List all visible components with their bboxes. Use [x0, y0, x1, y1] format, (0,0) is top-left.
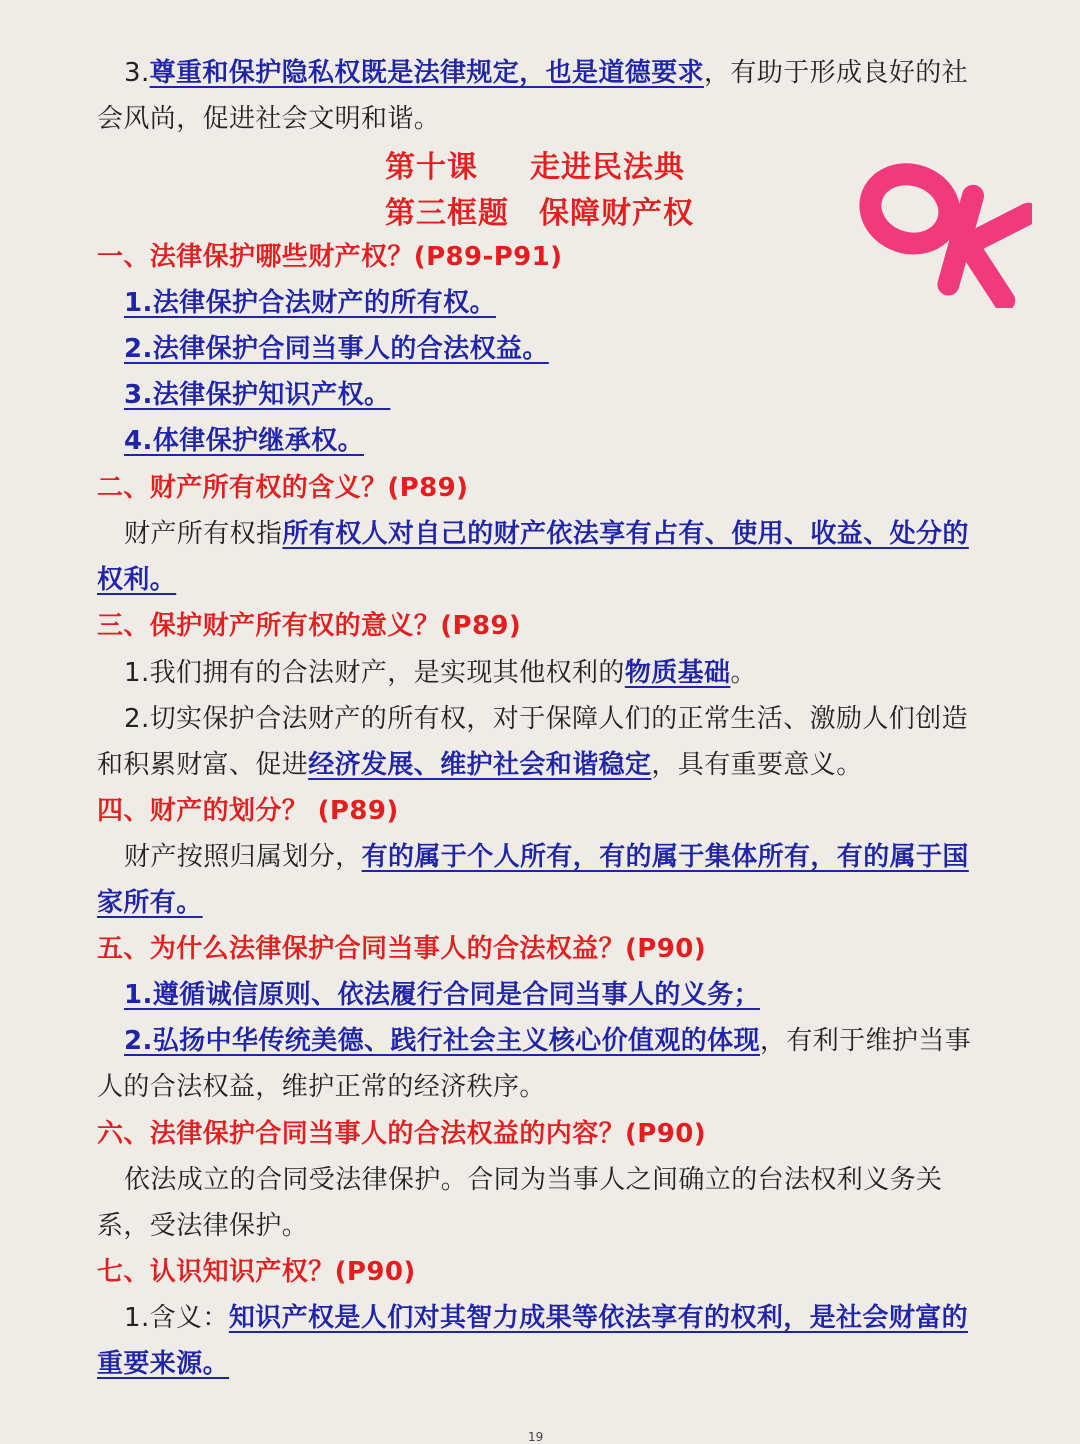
q7-emphasis-end: 重要来源。 — [97, 1349, 230, 1379]
q3-point-2-line-1: 2.切实保护合法财产的所有权，对于保障人们的正常生活、激励人们创造 — [124, 704, 969, 734]
q7-line-1 — [124, 1300, 968, 1336]
q5-item-2-emphasis: 2.弘扬中华传统美德、践行社会主义核心价值观的体现 — [124, 1026, 760, 1056]
q4-heading: 四、财产的划分？ (P89) — [97, 796, 399, 826]
q2-heading: 二、财产所有权的含义？(P89) — [97, 473, 469, 503]
q3-point-1-suffix: 。 — [730, 658, 757, 688]
q1-heading: 一、法律保护哪些财产权？(P89-P91) — [97, 242, 563, 272]
q1-item-2-text: 2.法律保护合同当事人的合法权益。 — [124, 334, 549, 364]
q3-point-2-suffix: ，具有重要意义。 — [651, 750, 863, 780]
section-title — [385, 194, 694, 234]
q2-emphasis-end: 权利。 — [97, 565, 177, 595]
page-number: 19 — [528, 1430, 544, 1444]
q4-prefix: 财产按照归属划分， — [124, 842, 362, 872]
q1-item-1-text: 1.法律保护合法财产的所有权。 — [124, 288, 496, 318]
q5-heading: 五、为什么法律保护合同当事人的合法权益？(P90) — [97, 934, 707, 964]
lesson-title — [385, 148, 685, 188]
q1-item-2 — [124, 331, 549, 367]
q2-emphasis: 所有权人对自己的财产依法享有占有、使用、收益、处分的 — [282, 519, 969, 549]
q5-item-2-line-2: 人的合法权益，维护正常的经济秩序。 — [97, 1072, 546, 1102]
q3-point-2-line-2 — [97, 747, 863, 783]
q4-emphasis: 有的属于个人所有，有的属于集体所有，有的属于国 — [361, 842, 969, 872]
q3-point-2-prefix: 和积累财富、促进 — [97, 750, 309, 780]
q3-point-2-emphasis: 经济发展、维护社会和谐稳定 — [308, 750, 652, 780]
q5-item-1 — [124, 977, 760, 1013]
q5-item-1-text: 1.遵循诚信原则、依法履行合同是合同当事人的义务； — [124, 980, 760, 1010]
intro-number: 3. — [124, 58, 150, 88]
q4-emphasis-end: 家所有。 — [97, 888, 203, 918]
q2-prefix: 财产所有权指 — [124, 519, 283, 549]
q6-line-1: 依法成立的合同受法律保护。合同为当事人之间确立的台法权利义务关 — [124, 1165, 943, 1195]
q1-item-4-text: 4.体律保护继承权。 — [124, 426, 364, 456]
intro-emphasis: 尊重和保护隐私权既是法律规定，也是道德要求 — [149, 58, 705, 88]
q7-heading: 七、认识知识产权？(P90) — [97, 1257, 416, 1287]
q1-item-1 — [124, 285, 496, 321]
q4-line-2 — [97, 885, 203, 921]
q6-heading: 六、法律保护合同当事人的合法权益的内容？(P90) — [97, 1119, 707, 1149]
q2-line-1 — [124, 516, 969, 552]
intro-line-2: 会风尚，促进社会文明和谐。 — [97, 104, 441, 134]
q3-point-1 — [124, 655, 757, 691]
q6-line-2: 系，受法律保护。 — [97, 1211, 309, 1241]
q7-emphasis: 知识产权是人们对其智力成果等依法享有的权利，是社会财富的 — [228, 1303, 969, 1333]
section-name: 保障财产权 — [539, 196, 694, 231]
q1-item-4 — [124, 423, 364, 459]
intro-line-1 — [124, 55, 968, 91]
lesson-number: 第十课 — [385, 150, 478, 185]
q4-line-1 — [124, 839, 969, 875]
lesson-name: 走进民法典 — [530, 150, 685, 185]
q2-line-2 — [97, 562, 176, 598]
section-number: 第三框题 — [385, 196, 509, 231]
ok-sticker-icon — [852, 158, 1032, 308]
q1-item-3-text: 3.法律保护知识产权。 — [124, 380, 391, 410]
q5-item-2-rest: ，有利于维护当事 — [759, 1026, 972, 1056]
q3-point-1-emphasis: 物质基础 — [624, 658, 731, 688]
q7-line-2 — [97, 1346, 229, 1382]
q5-item-2 — [124, 1023, 971, 1059]
q3-heading: 三、保护财产所有权的意义？(P89) — [97, 611, 522, 641]
q3-point-1-prefix: 1.我们拥有的合法财产，是实现其他权利的 — [124, 658, 625, 688]
q1-item-3 — [124, 377, 390, 413]
intro-rest: ，有助于形成良好的社 — [704, 58, 969, 88]
q7-prefix: 1.含义： — [124, 1303, 229, 1333]
